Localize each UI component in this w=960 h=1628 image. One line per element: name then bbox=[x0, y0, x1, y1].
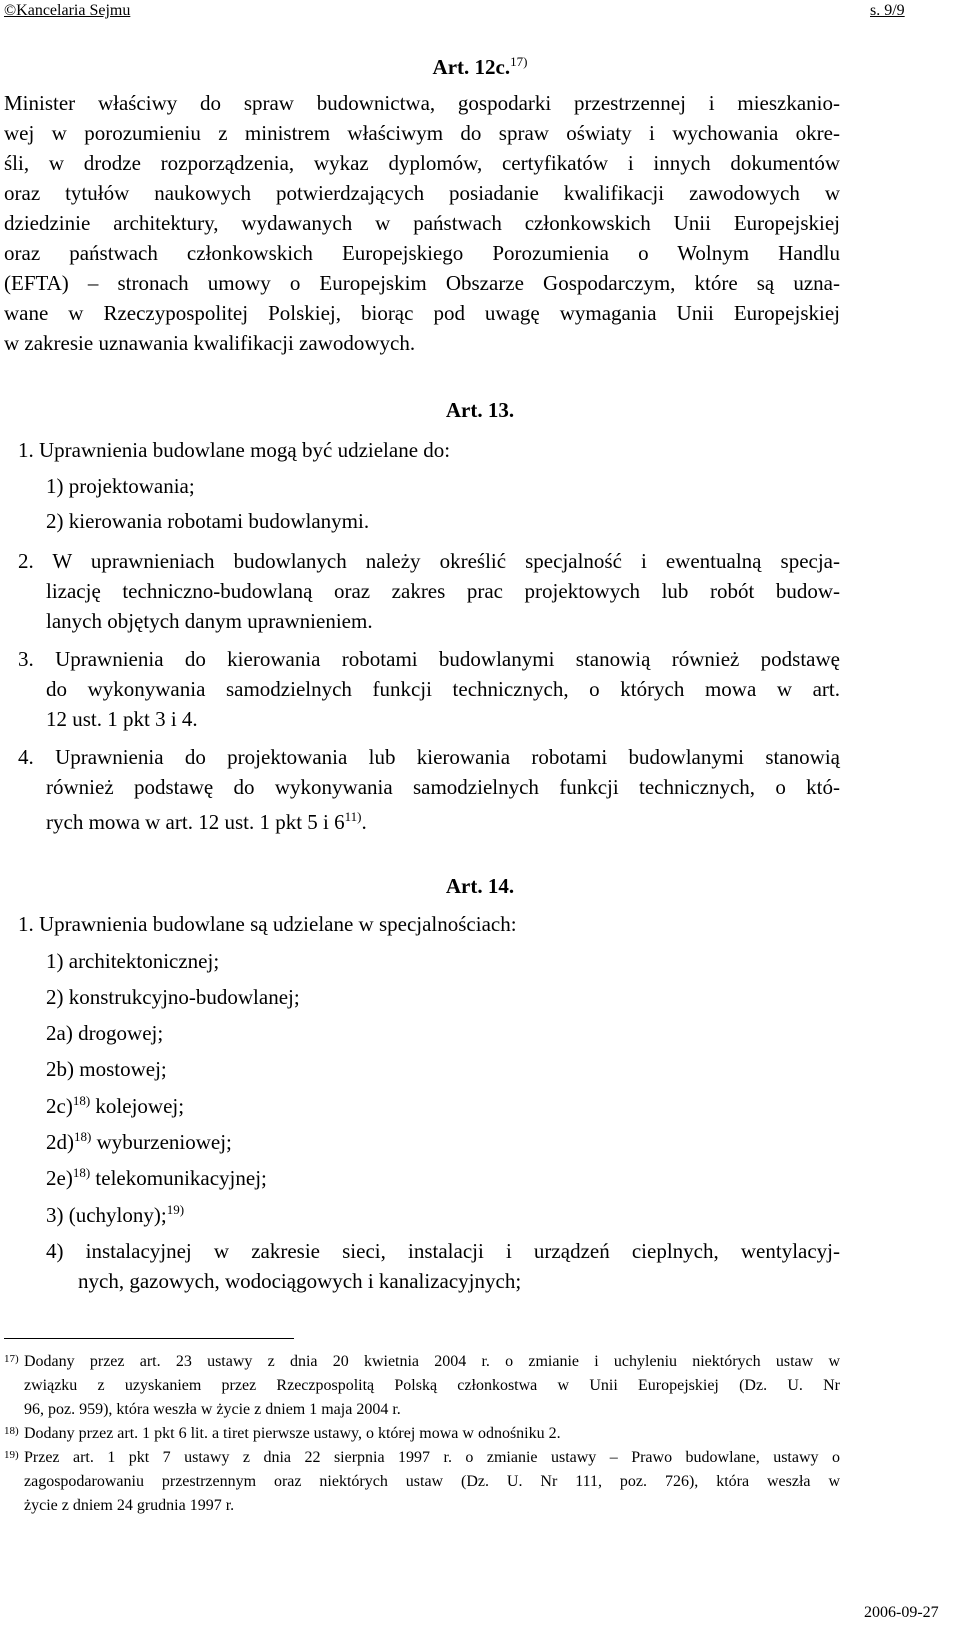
art-12c-line: oraz państwach członkowskich Europejskiego Porozumienia o Wolnym Handlu bbox=[4, 241, 840, 265]
art-14-item-4-line: 4) instalacyjnej w zakresie sieci, instalacji i urządzeń cieplnych, wentylacyj- bbox=[46, 1239, 840, 1263]
footnote-17 bbox=[4, 1350, 840, 1422]
footnote-ref-17[interactable]: 17) bbox=[510, 54, 528, 69]
art-12c-line: Minister właściwy do spraw budownictwa, gospodarki przestrzennej i mieszkanio- bbox=[4, 91, 840, 115]
art-12c-line: dziedzinie architektury, wydawanych w państwach członkowskich Unii Europejskiej bbox=[4, 211, 840, 235]
art-13-para-4-end: . bbox=[361, 810, 367, 834]
footnote-mark: 17) bbox=[4, 1353, 19, 1365]
art-13-para-4-last-text: rych mowa w art. 12 ust. 1 pkt 5 i 6 bbox=[46, 810, 345, 834]
art-13-para-2-line: lizację techniczno-budowlaną oraz zakres prac projektowych lub robót budow- bbox=[46, 579, 840, 603]
art-12c-body bbox=[4, 88, 840, 358]
footnote-ref-19[interactable]: 19) bbox=[166, 1202, 185, 1217]
art-13-para-2-line: lanych objętych danym uprawnieniem. bbox=[46, 609, 373, 633]
art-14-title: Art. 14. bbox=[445, 874, 515, 898]
item-label: kolejowej; bbox=[95, 1094, 185, 1118]
art-12c-line: wane w Rzeczypospolitej Polskiej, biorąc pod uwagę wymagania Unii Europejskiej bbox=[4, 301, 840, 325]
art-12c-line: oraz tytułów naukowych potwierdzających posiadanie kwalifikacji zawodowych w bbox=[4, 181, 840, 205]
art-13-para-1: 1. Uprawnienia budowlane mogą być udzielane do: bbox=[18, 438, 451, 462]
footnote-separator bbox=[4, 1338, 294, 1339]
art-12c-title bbox=[0, 54, 960, 80]
art-13-para-3 bbox=[18, 644, 840, 734]
art-14-item-4 bbox=[46, 1236, 840, 1296]
art-14-para-1: 1. Uprawnienia budowlane są udzielane w specjalnościach: bbox=[18, 912, 517, 936]
item-label: 3) (uchylony); bbox=[46, 1203, 167, 1227]
art-14-item-4-line: nych, gazowych, wodociągowych i kanalizacyjnych; bbox=[78, 1269, 522, 1293]
art-13-para-4-line: również podstawę do wykonywania samodzielnych funkcji technicznych, o któ- bbox=[46, 775, 840, 799]
header-page-number: s. 9/9 bbox=[870, 2, 905, 19]
footnote-18 bbox=[4, 1422, 840, 1446]
item-label: 2d) bbox=[46, 1130, 74, 1154]
footnote-line: Dodany przez art. 23 ustawy z dnia 20 kwietnia 2004 r. o zmianie i uchyleniu niektórych ustaw w bbox=[24, 1353, 840, 1370]
art-13-para-3-line: do wykonywania samodzielnych funkcji technicznych, o których mowa w art. bbox=[46, 677, 840, 701]
footnote-line: Przez art. 1 pkt 7 ustawy z dnia 22 sierpnia 1997 r. o zmianie ustawy – Prawo budowlane, ustawy o bbox=[24, 1449, 840, 1466]
art-12c-line: w zakresie uznawania kwalifikacji zawodowych. bbox=[4, 331, 416, 355]
art-14-item bbox=[46, 1202, 184, 1228]
art-12c-line: wej w porozumieniu z ministrem właściwym do spraw oświaty i wychowania okre- bbox=[4, 121, 840, 145]
footnote-ref-18[interactable]: 18) bbox=[74, 1129, 92, 1144]
art-14-item: 2) konstrukcyjno-budowlanej; bbox=[46, 985, 300, 1009]
art-14-item: 2a) drogowej; bbox=[46, 1021, 164, 1045]
art-13-para-2 bbox=[18, 546, 840, 636]
art-12c-line: śli, w drodze rozporządzenia, wykaz dyplomów, certyfikatów i innych dokumentów bbox=[4, 151, 840, 175]
item-label: telekomunikacyjnej; bbox=[95, 1166, 267, 1190]
art-14-item bbox=[46, 1129, 232, 1155]
art-13-para-4 bbox=[18, 742, 840, 837]
footnote-line: związku z uzyskaniem przez Rzeczpospolitą Polską członkostwa w Unii Europejskiej (Dz. U. Nr bbox=[24, 1377, 840, 1394]
item-label: 2e) bbox=[46, 1166, 73, 1190]
footnote-line: zagospodarowaniu przestrzennym oraz niektórych ustaw (Dz. U. Nr 111, poz. 726), która weszła w bbox=[24, 1473, 840, 1490]
art-13-item-1: 1) projektowania; bbox=[46, 474, 195, 498]
art-13-para-4-line: 4. Uprawnienia do projektowania lub kierowania robotami budowlanymi stanowią bbox=[18, 745, 840, 769]
footnote-mark: 19) bbox=[4, 1449, 19, 1461]
art-13-para-3-line: 3. Uprawnienia do kierowania robotami budowlanymi stanowią również podstawę bbox=[18, 647, 840, 671]
art-12c-title-text: Art. 12c. bbox=[432, 55, 511, 79]
art-14-item bbox=[46, 1093, 184, 1119]
footnote-19 bbox=[4, 1446, 840, 1518]
art-14-item bbox=[46, 1165, 267, 1191]
art-13-para-2-line: 2. W uprawnieniach budowlanych należy określić specjalność i ewentualną specja- bbox=[18, 549, 840, 573]
footnote-line: 96, poz. 959), która weszła w życie z dniem 1 maja 2004 r. bbox=[24, 1401, 401, 1418]
art-14-item: 2b) mostowej; bbox=[46, 1057, 167, 1081]
footnote-ref-18[interactable]: 18) bbox=[72, 1093, 91, 1108]
art-12c-line: (EFTA) – stronach umowy o Europejskim Obszarze Gospodarczym, które są uzna- bbox=[4, 271, 840, 295]
footnote-ref-18[interactable]: 18) bbox=[72, 1165, 91, 1180]
footnote-ref-11[interactable]: 11) bbox=[344, 809, 362, 824]
header-copyright bbox=[4, 2, 130, 20]
footnote-line: życie z dniem 24 grudnia 1997 r. bbox=[24, 1497, 235, 1514]
footnote-mark: 18) bbox=[4, 1425, 19, 1437]
art-13-para-3-line: 12 ust. 1 pkt 3 i 4. bbox=[46, 707, 198, 731]
art-14-item: 1) architektonicznej; bbox=[46, 949, 220, 973]
copyright-text: ©Kancelaria Sejmu bbox=[4, 2, 131, 19]
item-label: wyburzeniowej; bbox=[96, 1130, 232, 1154]
art-13-item-2: 2) kierowania robotami budowlanymi. bbox=[46, 509, 370, 533]
art-13-title: Art. 13. bbox=[445, 398, 515, 422]
item-label: 2c) bbox=[46, 1094, 73, 1118]
art-13-para-4-line bbox=[18, 802, 840, 837]
footer-date: 2006-09-27 bbox=[864, 1604, 939, 1621]
footnote-line: Dodany przez art. 1 pkt 6 lit. a tiret pierwsze ustawy, o której mowa w odnośniku 2. bbox=[24, 1425, 561, 1442]
